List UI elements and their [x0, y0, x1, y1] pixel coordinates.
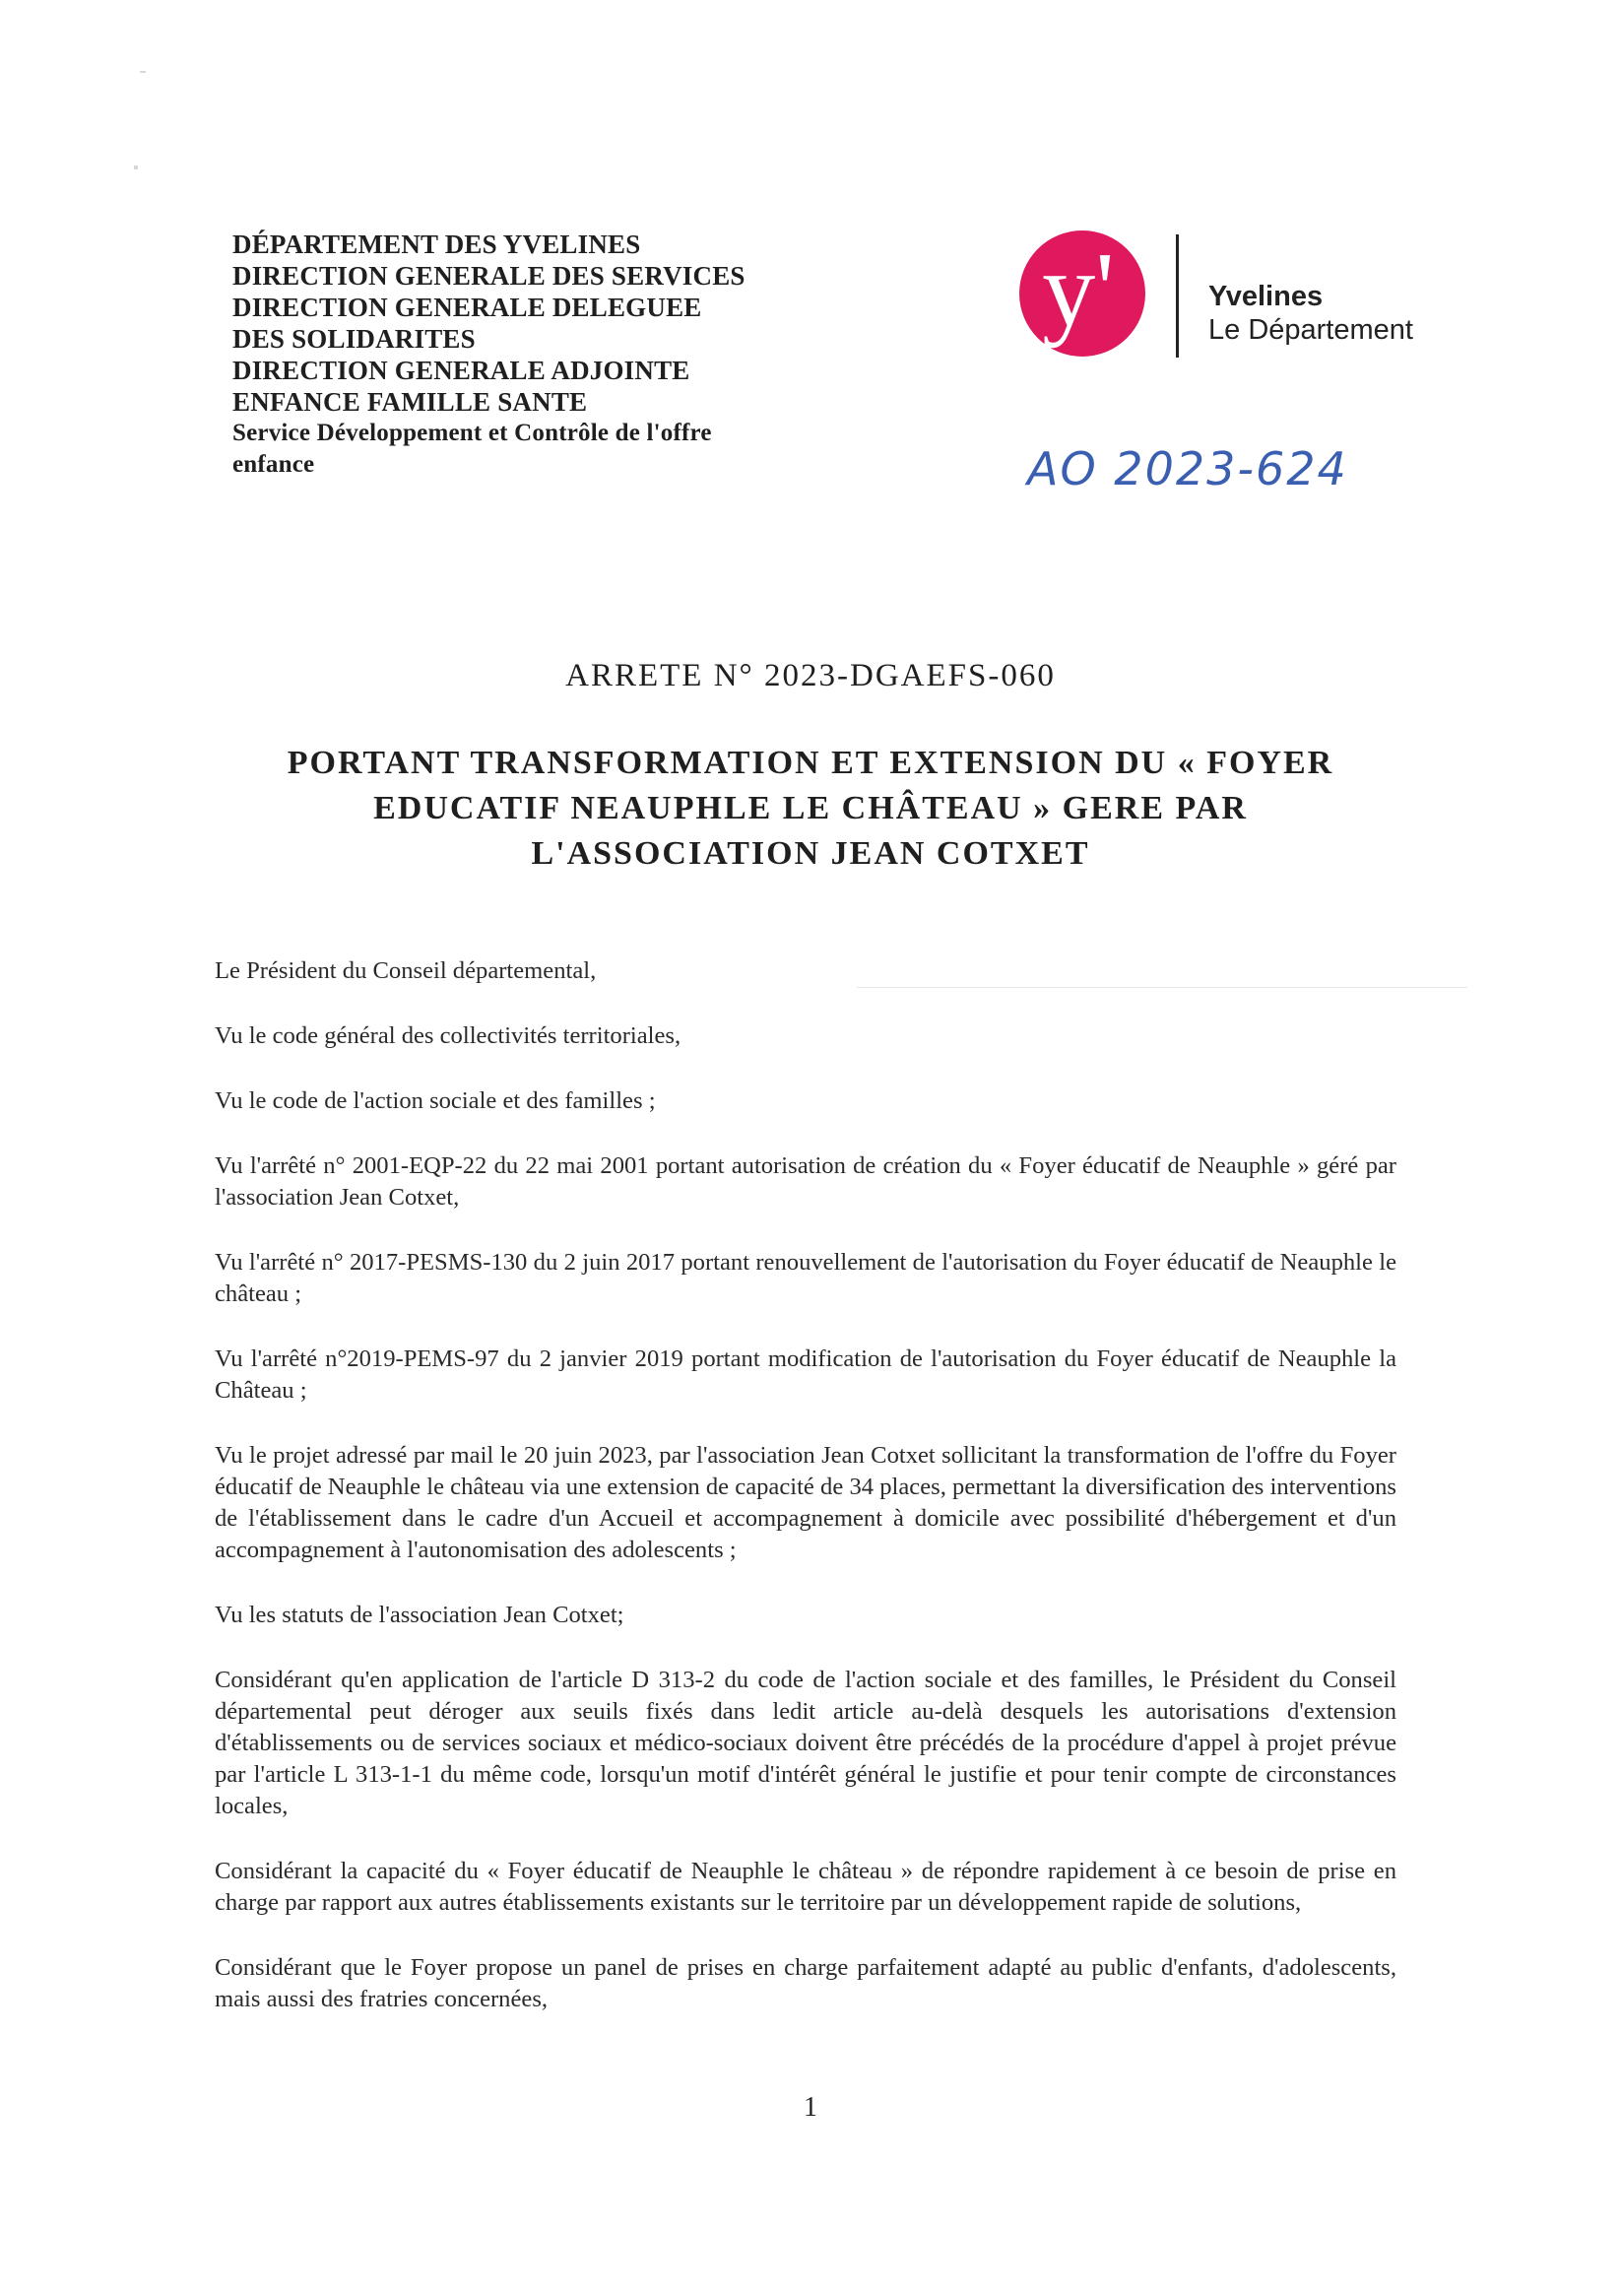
header-line: Service Développement et Contrôle de l'offre — [232, 420, 712, 446]
issuing-authority-header — [232, 229, 843, 481]
decree-subject-line: PORTANT TRANSFORMATION ET EXTENSION DU « FOYER — [287, 745, 1334, 781]
logo-brand: Yvelines — [1208, 281, 1324, 312]
header-line: DIRECTION GENERALE DELEGUEE — [232, 293, 702, 322]
handwritten-reference-annotation — [1017, 426, 1431, 514]
yvelines-logo — [1017, 229, 1431, 366]
scan-speck — [140, 71, 146, 73]
body-paragraph: Vu le projet adressé par mail le 20 juin 2023, par l'association Jean Cotxet sollicitant la transformation de l'offre du Foyer éducatif de Neauphle le château via une extension de capacité de 34 places, permettant la diversification des interventions de l'établissement dans le cadre d'un Accueil et accompagnement à domicile avec possibilité d'hébergement et d'un accompagnement à l'autonomisation des adolescents ; — [215, 1442, 1396, 1563]
header-line: DÉPARTEMENT DES YVELINES — [232, 230, 641, 259]
page-number: 1 — [804, 2092, 817, 2123]
body-paragraph: Le Président du Conseil départemental, — [215, 957, 597, 984]
body-paragraph: Vu les statuts de l'association Jean Cotxet; — [215, 1602, 624, 1628]
header-line: enfance — [232, 451, 315, 478]
scan-speck — [134, 165, 138, 169]
decree-number-title: ARRETE N° 2023-DGAEFS-060 — [565, 658, 1056, 693]
header-line: DIRECTION GENERALE DES SERVICES — [232, 261, 746, 291]
body-paragraph: Considérant que le Foyer propose un panel de prises en charge parfaitement adapté au public d'enfants, d'adolescents, mais aussi des fratries concernées, — [215, 1954, 1396, 2012]
header-line: DES SOLIDARITES — [232, 324, 476, 354]
body-paragraph: Vu le code général des collectivités territoriales, — [215, 1022, 681, 1049]
decree-body — [215, 955, 1396, 2049]
logo-wordmark — [1208, 280, 1413, 347]
decree-subject-title — [0, 741, 1621, 877]
body-paragraph: Vu l'arrêté n° 2001-EQP-22 du 22 mai 2001 portant autorisation de création du « Foyer éducatif de Neauphle » géré par l'association Jean Cotxet, — [215, 1152, 1396, 1211]
body-paragraph: Vu le code de l'action sociale et des familles ; — [215, 1087, 656, 1114]
logo-glyph: y' — [1042, 231, 1115, 349]
header-line: DIRECTION GENERALE ADJOINTE — [232, 356, 690, 385]
handwritten-reference-text: AO 2023-624 — [1027, 442, 1348, 495]
body-paragraph: Considérant qu'en application de l'article D 313-2 du code de l'action sociale et des familles, le Président du Conseil départemental peut déroger aux seuils fixés dans ledit article au-delà desquels les autorisations d'extension d'établissements ou de services sociaux et médico-sociaux doivent être précédés de la procédure d'appel à projet prévue par l'article L 313-1-1 du même code, lorsqu'un motif d'intérêt général le justifie et pour tenir compte de circonstances locales, — [215, 1667, 1396, 1819]
body-paragraph: Considérant la capacité du « Foyer éducatif de Neauphle le château » de répondre rapidement à ce besoin de prise en charge par rapport aux autres établissements existants sur le territoire par un développement rapide de solutions, — [215, 1858, 1396, 1916]
logo-divider — [1176, 234, 1179, 358]
logo-subtitle: Le Département — [1208, 314, 1413, 346]
yvelines-logo-icon — [1017, 229, 1147, 359]
body-paragraph: Vu l'arrêté n° 2017-PESMS-130 du 2 juin 2017 portant renouvellement de l'autorisation du Foyer éducatif de Neauphle le château ; — [215, 1249, 1396, 1307]
decree-subject-line: L'ASSOCIATION JEAN COTXET — [531, 835, 1090, 872]
decree-subject-line: EDUCATIF NEAUPHLE LE CHÂTEAU » GERE PAR — [373, 790, 1248, 826]
header-line: ENFANCE FAMILLE SANTE — [232, 387, 588, 417]
body-paragraph: Vu l'arrêté n°2019-PEMS-97 du 2 janvier 2019 portant modification de l'autorisation du Foyer éducatif de Neauphle la Château ; — [215, 1345, 1396, 1404]
